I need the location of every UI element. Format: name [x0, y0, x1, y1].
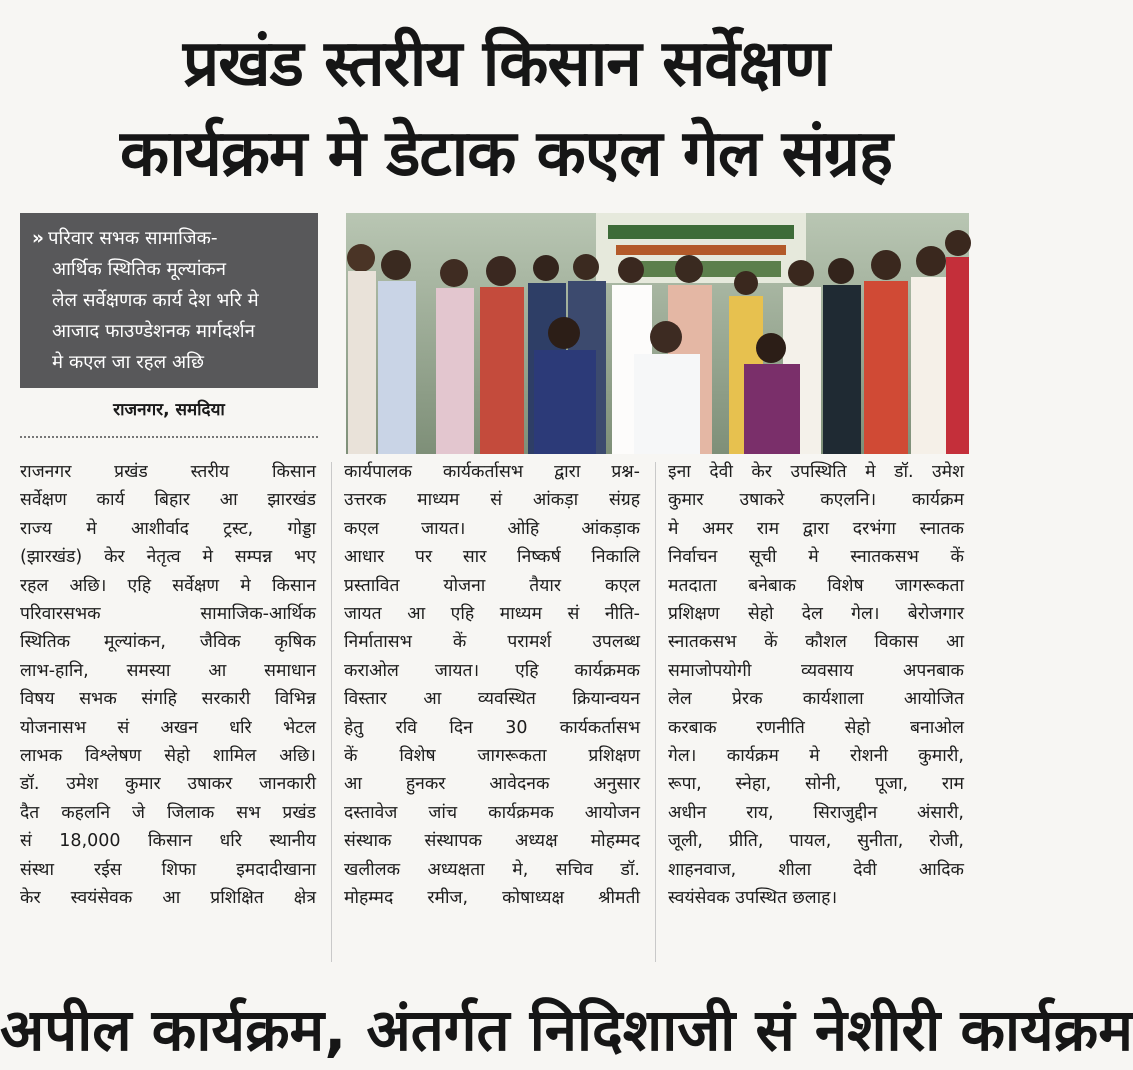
- article-line: कें विशेष जागरूकता प्रशिक्षण: [344, 746, 640, 767]
- article-line: जूली, प्रीति, पायल, सुनीता, रोजी,: [668, 831, 964, 852]
- article-line: दैत कहलनि जे जिलाक सभ प्रखंड: [20, 802, 316, 823]
- article-line: लाभ-हानि, समस्या आ समाधान: [20, 660, 316, 681]
- group-photo-icon: [346, 213, 969, 454]
- article-column-1: [20, 458, 316, 913]
- article-line: रहल अछि। एहि सर्वेक्षण मे किसान: [20, 575, 316, 596]
- article-line: समाजोपयोगी व्यवसाय अपनबाक: [668, 660, 964, 681]
- article-line: दस्तावेज जांच कार्यक्रमक आयोजन: [344, 802, 640, 823]
- divider: [20, 436, 318, 438]
- article-line: अधीन राय, सिराजुद्दीन अंसारी,: [668, 802, 964, 823]
- group-photo: [346, 213, 969, 454]
- article-line: कार्यपालक कार्यकर्तासभ द्वारा प्रश्न-: [344, 462, 640, 482]
- article-line: संस्थाक संस्थापक अध्यक्ष मोहम्मद: [344, 831, 640, 852]
- article-line: केर स्वयंसेवक आ प्रशिक्षित क्षेत्र: [20, 888, 316, 909]
- highlight-box: [20, 213, 318, 388]
- article-column-2: [344, 458, 640, 913]
- article-line: लाभक विश्लेषण सेहो शामिल अछि।: [20, 746, 316, 767]
- article-line: कुमार उषाकरे कएलनि। कार्यक्रम: [668, 490, 964, 511]
- article-line: निर्वाचन सूची मे स्नातकसभ कें: [668, 547, 964, 568]
- highlight-line: आर्थिक स्थितिक मूल्यांकन: [52, 259, 226, 280]
- highlight-text: परिवार सभक सामाजिक-: [47, 228, 218, 249]
- headline-line-1: प्रखंड स्तरीय किसान सर्वेक्षण: [182, 27, 830, 101]
- article-line: सर्वेक्षण कार्य बिहार आ झारखंड: [20, 490, 316, 511]
- highlight-line: [32, 223, 310, 254]
- next-article-headline: अपील कार्यक्रम, अंतर्गत निदिशाजी सं नेशीरी कार्यक्रम: [0, 996, 1133, 1064]
- article-line: हेतु रवि दिन 30 कार्यकर्तासभ: [344, 717, 640, 738]
- article-line: प्रशिक्षण सेहो देल गेल। बेरोजगार: [668, 604, 964, 625]
- article-line: (झारखंड) केर नेतृत्व मे सम्पन्न भए: [20, 547, 316, 568]
- article-line: आ हुनकर आवेदनक अनुसार: [344, 774, 640, 795]
- dateline: राजनगर, समदिया: [113, 400, 225, 420]
- article-line: खलीलक अध्यक्षता मे, सचिव डॉ.: [344, 859, 640, 880]
- article-line: जायत आ एहि माध्यम सं नीति-: [344, 604, 640, 625]
- article-line: शाहनवाज, शीला देवी आदिक: [668, 859, 964, 880]
- column-divider: [655, 462, 656, 962]
- article-line: कएल जायत। ओहि आंकड़ाक: [344, 518, 640, 539]
- article-line: राज्य मे आशीर्वाद ट्रस्ट, गोड्डा: [20, 518, 316, 539]
- article-line: मे अमर राम द्वारा दरभंगा स्नातक: [668, 518, 964, 539]
- highlight-line: लेल सर्वेक्षणक कार्य देश भरि मे: [52, 290, 259, 311]
- article-line: कराओल जायत। एहि कार्यक्रमक: [344, 660, 640, 681]
- article-line: निर्मातासभ कें परामर्श उपलब्ध: [344, 632, 640, 653]
- article-line: प्रस्तावित योजना तैयार कएल: [344, 575, 640, 596]
- article-line: सं 18,000 किसान धरि स्थानीय: [20, 831, 316, 852]
- article-line: उत्तरक माध्यम सं आंकड़ा संग्रह: [344, 490, 640, 511]
- highlight-line: मे कएल जा रहल अछि: [52, 352, 204, 373]
- article-line: मतदाता बनेबाक विशेष जागरूकता: [668, 575, 964, 596]
- chevron-marker-icon: »: [32, 228, 44, 249]
- article-line: इना देवी केर उपस्थिति मे डॉ. उमेश: [668, 462, 964, 482]
- article-line: परिवारसभक सामाजिक-आर्थिक: [20, 604, 316, 625]
- article-line: डॉ. उमेश कुमार उषाकर जानकारी: [20, 774, 316, 795]
- highlight-line: आजाद फाउण्डेशनक मार्गदर्शन: [52, 321, 255, 342]
- article-line: स्थितिक मूल्यांकन, जैविक कृषिक: [20, 632, 316, 653]
- article-line: लेल प्रेरक कार्यशाला आयोजित: [668, 689, 964, 710]
- article-column-3: [668, 458, 964, 913]
- headline-line-2: कार्यक्रम मे डेटाक कएल गेल संग्रह: [120, 117, 892, 191]
- article-line: विषय सभक संगहि सरकारी विभिन्न: [20, 689, 316, 710]
- article-line: मोहम्मद रमीज, कोषाध्यक्ष श्रीमती: [344, 888, 640, 909]
- column-divider: [331, 462, 332, 962]
- article-line: स्नातकसभ कें कौशल विकास आ: [668, 632, 964, 653]
- article-line: गेल। कार्यक्रम मे रोशनी कुमारी,: [668, 746, 964, 767]
- article-line: संस्था रईस शिफा इमदादीखाना: [20, 859, 316, 880]
- article-line: विस्तार आ व्यवस्थित क्रियान्वयन: [344, 689, 640, 710]
- article-line: राजनगर प्रखंड स्तरीय किसान: [20, 462, 316, 482]
- article-line: रूपा, स्नेहा, सोनी, पूजा, राम: [668, 774, 964, 795]
- article-line: स्वयंसेवक उपस्थित छलाह।: [668, 888, 838, 909]
- article-line: करबाक रणनीति सेहो बनाओल: [668, 717, 964, 738]
- article-line: आधार पर सार निष्कर्ष निकालि: [344, 547, 640, 568]
- article-line: योजनासभ सं अखन धरि भेटल: [20, 717, 316, 738]
